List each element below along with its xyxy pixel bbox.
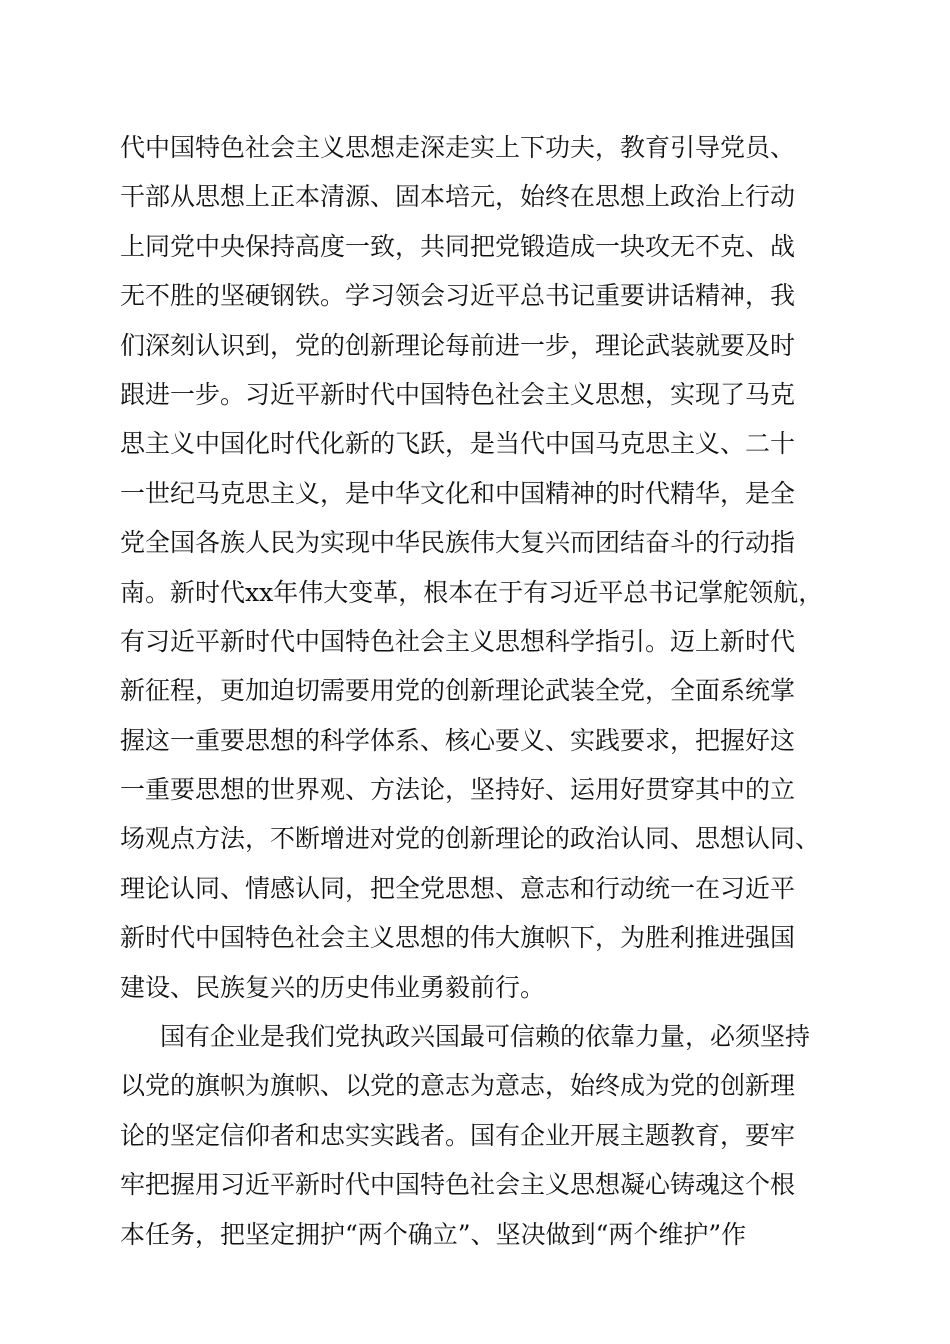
text-line: 论的坚定信仰者和忠实实践者。国有企业开展主题教育，要牢 <box>120 1120 796 1150</box>
text-line: 有习近平新时代中国特色社会主义思想科学指引。迈上新时代 <box>120 626 796 656</box>
text-line: 理论认同、情感认同，把全党思想、意志和行动统一在习近平 <box>120 873 796 903</box>
text-line: 代中国特色社会主义思想走深走实上下功夫，教育引导党员、 <box>120 133 796 162</box>
text-line: 上同党中央保持高度一致，共同把党锻造成一块攻无不克、战 <box>120 231 796 261</box>
text-line: 新征程，更加迫切需要用党的创新理论武装全党，全面系统掌 <box>120 676 796 706</box>
text-line: 干部从思想上正本清源、固本培元，始终在思想上政治上行动 <box>120 182 796 212</box>
text-line: 思主义中国化时代化新的飞跃，是当代中国马克思主义、二十 <box>120 429 796 459</box>
paragraph-start-line: 国有企业是我们党执政兴国最可信赖的依靠力量，必须坚持 <box>160 1022 811 1052</box>
text-line: 一世纪马克思主义，是中华文化和中国精神的时代精华，是全 <box>120 478 796 508</box>
text-line: 场观点方法，不断增进对党的创新理论的政治认同、思想认同、 <box>120 824 821 854</box>
text-line: 建设、民族复兴的历史伟业勇毅前行。 <box>120 972 546 1002</box>
text-line: 南。新时代xx年伟大变革，根本在于有习近平总书记掌舵领航， <box>120 577 824 607</box>
text-line: 以党的旗帜为旗帜、以党的意志为意志，始终成为党的创新理 <box>120 1071 796 1101</box>
text-line: 本任务，把坚定拥护“两个确立”、坚决做到“两个维护”作 <box>120 1219 747 1249</box>
text-line: 新时代中国特色社会主义思想的伟大旗帜下，为胜利推进强国 <box>120 923 796 953</box>
text-line: 跟进一步。习近平新时代中国特色社会主义思想，实现了马克 <box>120 379 796 409</box>
text-line: 握这一重要思想的科学体系、核心要义、实践要求，把握好这 <box>120 725 796 755</box>
text-line: 无不胜的坚硬钢铁。学习领会习近平总书记重要讲话精神，我 <box>120 281 796 311</box>
text-line: 牢把握用习近平新时代中国特色社会主义思想凝心铸魂这个根 <box>120 1170 796 1200</box>
text-line: 们深刻认识到，党的创新理论每前进一步，理论武装就要及时 <box>120 330 796 360</box>
text-line: 党全国各族人民为实现中华民族伟大复兴而团结奋斗的行动指 <box>120 528 796 558</box>
body-text <box>120 123 840 1259</box>
text-line: 一重要思想的世界观、方法论，坚持好、运用好贯穿其中的立 <box>120 775 796 805</box>
